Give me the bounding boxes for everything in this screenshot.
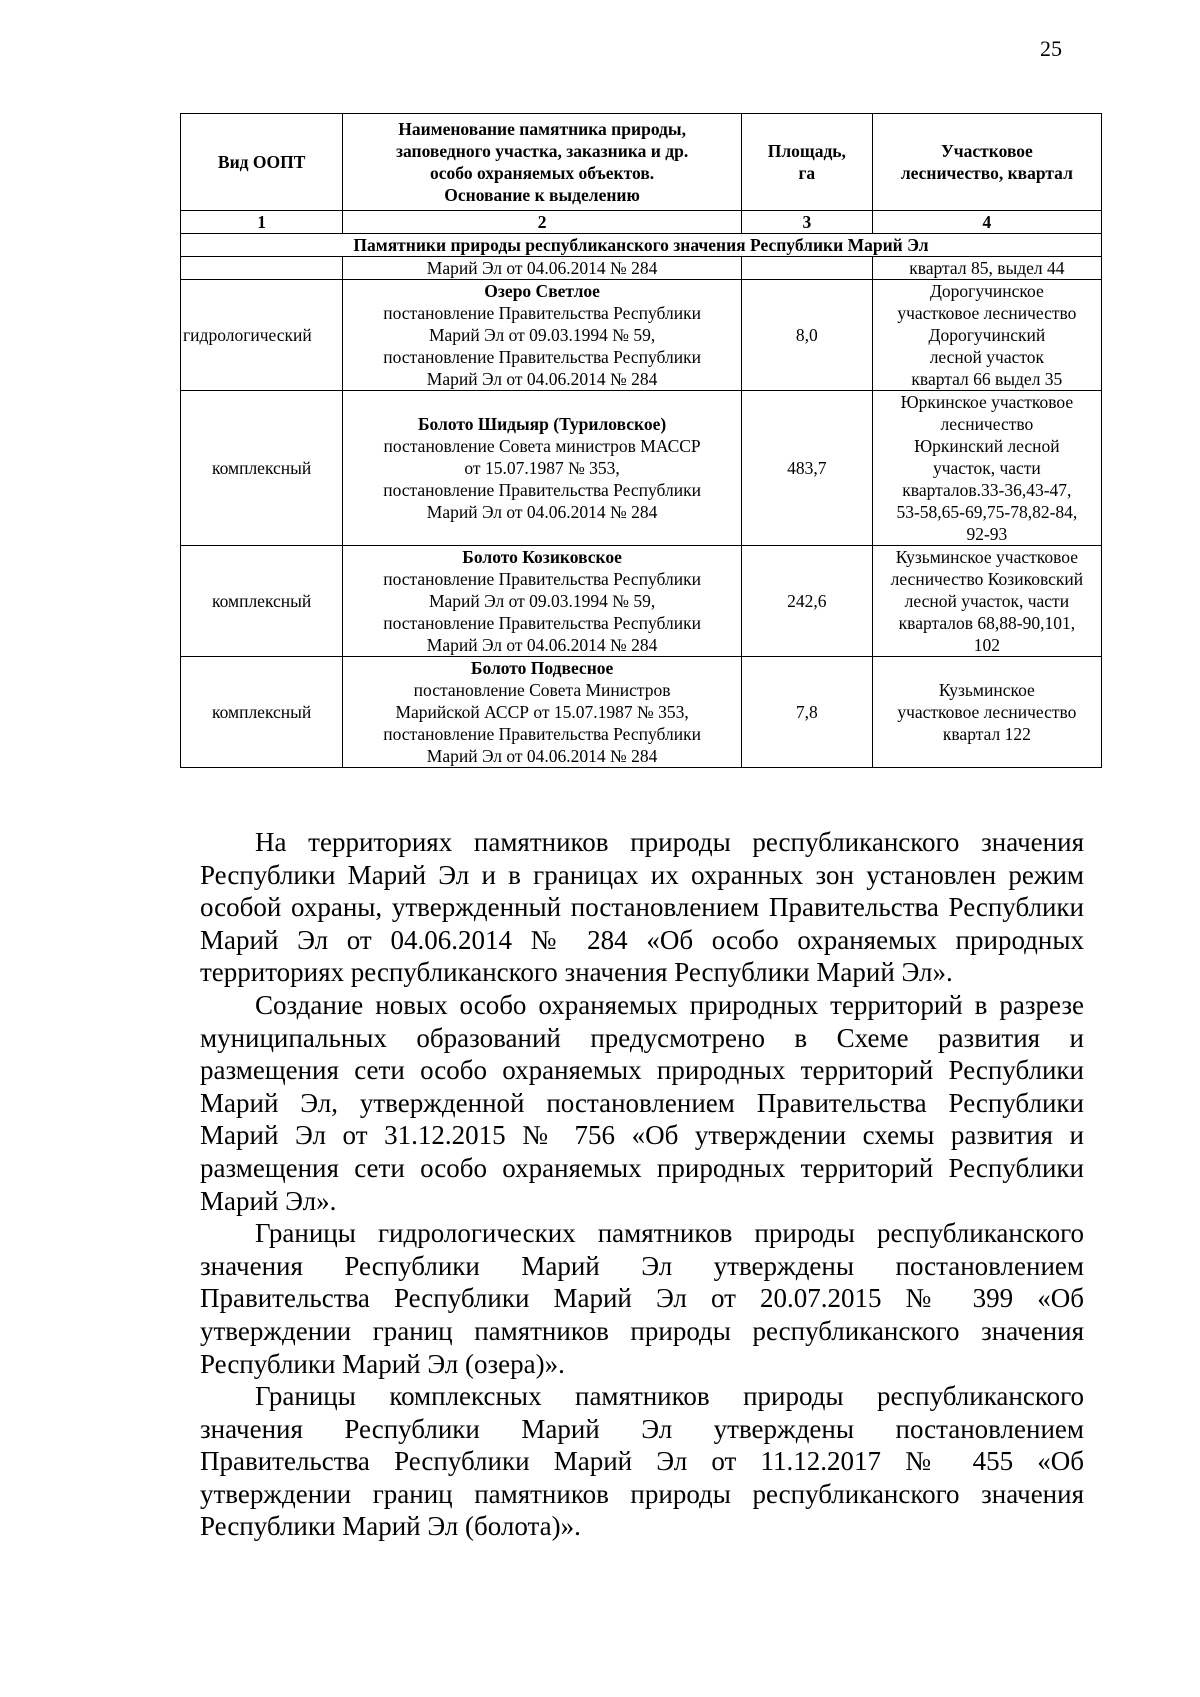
cell-area: 8,0	[741, 280, 872, 391]
section-row	[181, 234, 1102, 257]
column-number: 1	[181, 211, 343, 234]
table-row	[181, 257, 1102, 280]
cell-area: 483,7	[741, 391, 872, 546]
table-row	[181, 657, 1102, 768]
cell-forestry: Кузьминское участковое лесничество Козиковский лесной участок, части кварталов 68,88-90,101, 102	[872, 546, 1101, 657]
cell-basis: Марий Эл от 04.06.2014 № 284	[343, 257, 742, 280]
section-title: Памятники природы республиканского значения Республики Марий Эл	[181, 234, 1102, 257]
cell-basis: Болото Подвесное постановление Совета Министров Марийской АССР от 15.07.1987 № 353, постановление Правительства Республики Марий Эл от 04.06.2014 № 284	[343, 657, 742, 768]
cell-forestry: квартал 85, выдел 44	[872, 257, 1101, 280]
cell-type: комплексный	[181, 546, 343, 657]
paragraph: Создание новых особо охраняемых природных территорий в разрезе муниципальных образований предусмотрено в Схеме развития и размещения сети особо охраняемых природных территорий Республики Марий Эл, утвержденной постановлением Правительства Республики Марий Эл от 31.12.2015 № 756 «Об утверждении схемы развития и размещения сети особо охраняемых природных территорий Республики Марий Эл».	[200, 989, 1084, 1216]
column-number-row	[181, 211, 1102, 234]
header-type: Вид ООПТ	[181, 114, 343, 211]
table-row	[181, 391, 1102, 546]
monument-name: Болото Козиковское	[462, 547, 622, 567]
paragraph: На территориях памятников природы республиканского значения Республики Марий Эл и в границах их охранных зон установлен режим особой охраны, утвержденный постановлением Правительства Республики Марий Эл от 04.06.2014 № 284 «Об особо охраняемых природных территориях республиканского значения Республики Марий Эл».	[200, 827, 1084, 988]
cell-area: 242,6	[741, 546, 872, 657]
table-row	[181, 280, 1102, 391]
cell-area: 7,8	[741, 657, 872, 768]
column-number: 4	[872, 211, 1101, 234]
cell-type: комплексный	[181, 391, 343, 546]
column-number: 2	[343, 211, 742, 234]
monument-name: Озеро Светлое	[484, 281, 600, 301]
table-row	[181, 546, 1102, 657]
monument-name: Болото Шидыяр (Туриловское)	[417, 414, 667, 434]
page-number: 25	[1040, 36, 1062, 61]
paragraph: Границы комплексных памятников природы республиканского значения Республики Марий Эл утверждены постановлением Правительства Республики Марий Эл от 11.12.2017 № 455 «Об утверждении границ памятников природы республиканского значения Республики Марий Эл (болота)».	[200, 1381, 1084, 1542]
header-forestry: Участковое лесничество, квартал	[872, 114, 1101, 211]
cell-forestry: Юркинское участковое лесничество Юркинский лесной участок, части кварталов.33-36,43-47, 53-58,65-69,75-78,82-84, 92-93	[872, 391, 1101, 546]
cell-forestry: Дорогучинское участковое лесничество Дорогучинский лесной участок квартал 66 выдел 35	[872, 280, 1101, 391]
column-number: 3	[741, 211, 872, 234]
cell-type	[181, 257, 343, 280]
header-area: Площадь, га	[741, 114, 872, 211]
header-name-basis: Наименование памятника природы, заповедного участка, заказника и др. особо охраняемых объектов. Основание к выделению	[343, 114, 742, 211]
table-header-row	[181, 114, 1102, 211]
monument-name: Болото Подвесное	[470, 658, 614, 678]
cell-area	[741, 257, 872, 280]
paragraph: Границы гидрологических памятников природы республиканского значения Республики Марий Эл утверждены постановлением Правительства Республики Марий Эл от 20.07.2015 № 399 «Об утверждении границ памятников природы республиканского значения Республики Марий Эл (озера)».	[200, 1218, 1084, 1379]
cell-type: гидрологический	[181, 280, 343, 391]
body-text	[200, 826, 1084, 1543]
cell-basis: Озеро Светлое постановление Правительства Республики Марий Эл от 09.03.1994 № 59, постановление Правительства Республики Марий Эл от 04.06.2014 № 284	[343, 280, 742, 391]
protected-areas-table	[180, 113, 1102, 768]
cell-basis: Болото Козиковское постановление Правительства Республики Марий Эл от 09.03.1994 № 59, постановление Правительства Республики Марий Эл от 04.06.2014 № 284	[343, 546, 742, 657]
cell-basis: Болото Шидыяр (Туриловское) постановление Совета министров МАССР от 15.07.1987 № 353, постановление Правительства Республики Марий Эл от 04.06.2014 № 284	[343, 391, 742, 546]
cell-forestry: Кузьминское участковое лесничество квартал 122	[872, 657, 1101, 768]
cell-type: комплексный	[181, 657, 343, 768]
